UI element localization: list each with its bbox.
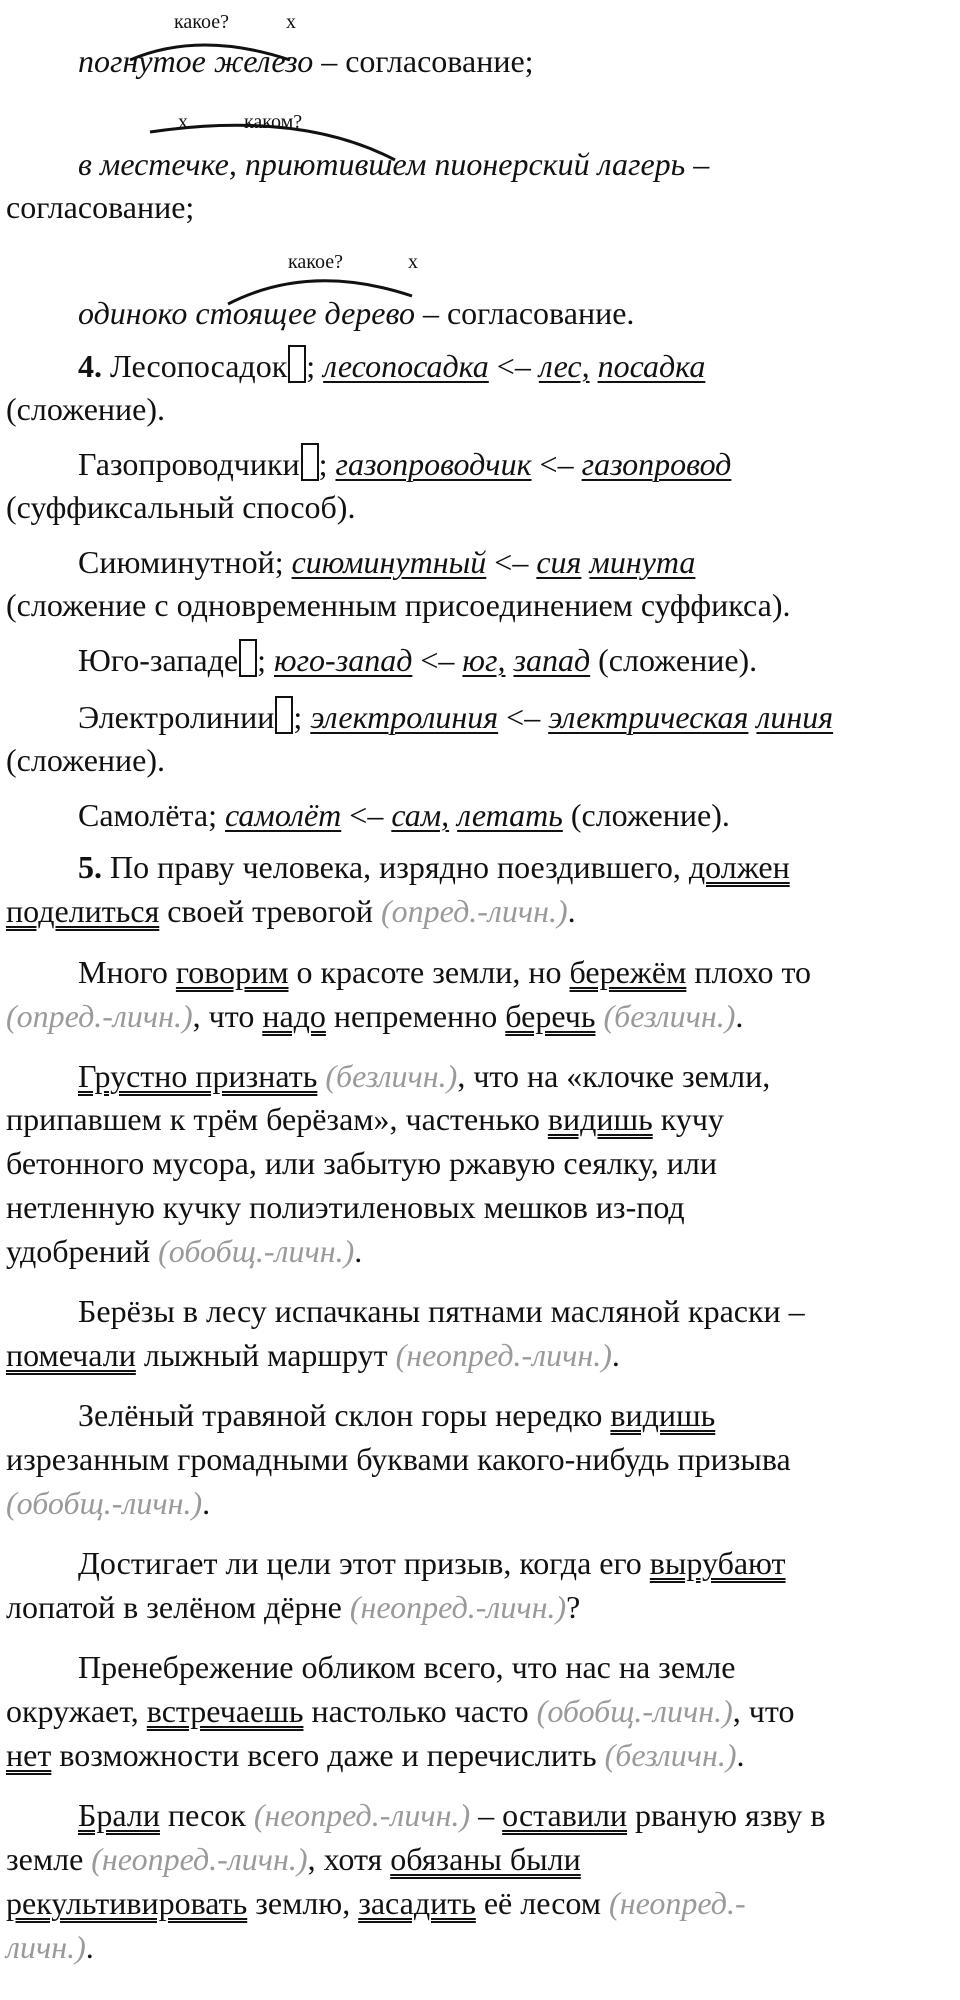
arrow: <– (531, 446, 582, 482)
ending-box (288, 345, 306, 383)
text: возможности всего даже и перечислить (51, 1737, 605, 1773)
text: плохо то (686, 954, 811, 990)
predicate: нет (6, 1737, 52, 1773)
text: земле (6, 1841, 92, 1877)
derivation-method: (суффиксальный способ). (6, 489, 356, 525)
phrase: одиноко стоящее дерево (78, 295, 415, 331)
text: . (567, 893, 576, 929)
sentence-line: Берёзы в лесу испачканы пятнами масляной краски – (78, 1293, 805, 1329)
word-analysis: Самолёта; самолёт <– сам, летать (сложение). (78, 797, 730, 833)
text: Зелёный травяной склон горы нередко (78, 1397, 611, 1433)
analyzed-word: Лесопосадок (110, 348, 288, 384)
analyzed-word: Газопроводчики (78, 446, 300, 482)
base-word: минута (589, 544, 696, 580)
predicate: рекультивировать (6, 1885, 248, 1921)
predicate: беречь (505, 998, 596, 1034)
sentence-line (78, 1394, 715, 1437)
sentence-line (6, 1734, 745, 1777)
base-word: электрическая (548, 699, 749, 735)
text: ? (566, 1589, 581, 1625)
predicate: Брали (78, 1797, 160, 1833)
sentence-type: (обобщ.-личн.) (536, 1693, 733, 1729)
word-analysis: Сиюминутной; сиюминутный <– сия минута (78, 544, 696, 580)
text: землю, (247, 1885, 359, 1921)
derivation-method: (сложение). (6, 391, 166, 427)
sentence-type: (обобщ.-личн.) (6, 1485, 203, 1521)
base-word: линия (756, 699, 834, 735)
predicate: видишь (547, 1101, 653, 1137)
sentence-line: изрезанным громадными буквами какого-нибудь призыва (6, 1441, 791, 1477)
base-word: газопровод (581, 446, 732, 482)
sentence-line (6, 1230, 362, 1273)
sentence-type: (безличн.) (325, 1058, 458, 1094)
word-analysis: Газопроводчики ; газопроводчик <– газопровод (78, 443, 731, 486)
text: . (735, 998, 744, 1034)
sentence-type: (безличн.) (604, 1737, 737, 1773)
relation-line: согласование; (6, 189, 195, 225)
predicate: надо (262, 998, 326, 1034)
text: лыжный маршрут (135, 1337, 396, 1373)
sentence-line: Пренебрежение обликом всего, что нас на земле (78, 1649, 736, 1685)
sentence-line (6, 1334, 620, 1377)
predicate: обязаны были (390, 1841, 581, 1877)
text: . (736, 1737, 745, 1773)
text: . (202, 1485, 211, 1521)
predicate: встречаешь (146, 1693, 304, 1729)
text: песок (159, 1797, 254, 1833)
text: , что на «клочке земли, (457, 1058, 771, 1094)
base-word: летать (457, 797, 563, 833)
base-word: запад (513, 642, 591, 678)
predicate: говорим (175, 954, 289, 990)
phrase-line (78, 40, 534, 83)
text: своей тревогой (159, 893, 382, 929)
phrase: погнутое железо (78, 43, 314, 79)
exercise-number: 4. (78, 348, 102, 384)
predicate: помечали (6, 1337, 136, 1373)
question-annotation: какое? (174, 11, 229, 33)
text: – (470, 1797, 503, 1833)
analyzed-word: Электролинии (78, 699, 275, 735)
word-analysis: Юго-западе ; юго-запад <– юг, запад (сложение). (78, 639, 757, 682)
dependent-mark: x (408, 251, 418, 273)
sentence-type: (неопред.-личн.) (395, 1337, 612, 1373)
sentence-line: нетленную кучку полиэтиленовых мешков из-под (6, 1189, 685, 1225)
initial-form: самолёт (225, 797, 342, 833)
sentence-line (6, 1838, 581, 1881)
text: . (85, 1929, 94, 1965)
text: . (611, 1337, 620, 1373)
predicate: Грустно признать (78, 1058, 318, 1094)
sentence-line (6, 1690, 794, 1733)
sentence-line (6, 1882, 746, 1925)
base-word: посадка (597, 348, 706, 384)
base-word: лес, (538, 348, 590, 384)
text: её лесом (475, 1885, 610, 1921)
sentence-line (78, 1542, 786, 1585)
sentence-type: личн.) (6, 1929, 86, 1965)
exercise-number: 5. (78, 849, 102, 885)
ending-box (239, 639, 257, 677)
phrase-line (78, 143, 709, 186)
dependent-mark: x (178, 111, 188, 133)
text: кучу (652, 1101, 724, 1137)
text: Достигает ли цели этот призыв, когда его (78, 1545, 650, 1581)
relation: – согласование. (414, 295, 635, 331)
sentence-line (78, 1055, 770, 1098)
word-analysis: 4. Лесопосадок ; лесопосадка <– лес, посадка (78, 345, 705, 388)
sentence-line (6, 1586, 580, 1629)
sentence-line (78, 1794, 825, 1837)
base-word: сия (536, 544, 582, 580)
text: , что (732, 1693, 795, 1729)
sentence-type: (опред.-личн.) (381, 893, 568, 929)
sentence-type: (обобщ.-личн.) (158, 1233, 355, 1269)
derivation-method: (сложение). (598, 642, 758, 678)
predicate: должен (688, 849, 790, 885)
ending-box (301, 443, 319, 481)
question-annotation: какое? (288, 251, 343, 273)
sentence-line (78, 846, 790, 889)
arrow: <– (498, 699, 549, 735)
text: припавшем к трём берёзам», частенько (6, 1101, 548, 1137)
derivation-method: (сложение). (6, 742, 166, 778)
text: лопатой в зелёном дёрне (6, 1589, 350, 1625)
sentence-type: (неопред.-личн.) (91, 1841, 308, 1877)
text: , хотя (307, 1841, 391, 1877)
sentence-line (6, 995, 743, 1038)
analyzed-word: Сиюминутной (78, 544, 275, 580)
base-word: сам, (391, 797, 450, 833)
phrase: в местечке, приютившем пионерский лагерь (78, 146, 686, 182)
sentence-type: (неопред.- (609, 1885, 746, 1921)
sentence-line (6, 1098, 724, 1141)
arrow: <– (341, 797, 392, 833)
question-annotation: каком? (244, 111, 303, 133)
text: рваную язву в (627, 1797, 826, 1833)
text: По праву человека, изрядно поездившего, (110, 849, 689, 885)
phrase-line (78, 292, 634, 335)
initial-form: лесопосадка (323, 348, 489, 384)
relation: – согласование; (313, 43, 534, 79)
word-analysis: Электролинии ; электролиния <– электрическая линия (78, 696, 833, 739)
sentence-type: (неопред.-личн.) (349, 1589, 567, 1625)
arrow: <– (488, 348, 539, 384)
initial-form: газопроводчик (335, 446, 532, 482)
text: . (354, 1233, 363, 1269)
sentence-line (6, 1926, 94, 1969)
sentence-line (6, 890, 576, 933)
initial-form: электролиния (310, 699, 499, 735)
text: настолько часто (303, 1693, 537, 1729)
derivation-method: (сложение с одновременным присоединением суффикса). (6, 587, 791, 623)
predicate: вырубают (649, 1545, 786, 1581)
text: удобрений (6, 1233, 159, 1269)
text: непременно (325, 998, 506, 1034)
predicate: бережём (569, 954, 687, 990)
initial-form: юго-запад (274, 642, 413, 678)
predicate: оставили (502, 1797, 628, 1833)
text: о красоте земли, но (288, 954, 570, 990)
relation: – (685, 146, 710, 182)
text: окружает, (6, 1693, 147, 1729)
text: Много (78, 954, 176, 990)
sentence-line (6, 1482, 210, 1525)
analyzed-word: Самолёта (78, 797, 209, 833)
predicate: поделиться (6, 893, 160, 929)
analyzed-word: Юго-западе (78, 642, 239, 678)
arrow: <– (412, 642, 463, 678)
predicate: засадить (358, 1885, 476, 1921)
sentence-type: (безличн.) (603, 998, 736, 1034)
text: , что (192, 998, 263, 1034)
sentence-line: бетонного мусора, или забытую ржавую сеялку, или (6, 1145, 717, 1181)
dependent-mark: x (286, 11, 296, 33)
base-word: юг, (462, 642, 506, 678)
sentence-line (78, 951, 811, 994)
arrow: <– (486, 544, 537, 580)
derivation-method: (сложение). (570, 797, 730, 833)
initial-form: сиюминутный (291, 544, 487, 580)
ending-box (275, 696, 293, 734)
sentence-type: (неопред.-личн.) (253, 1797, 471, 1833)
sentence-type: (опред.-личн.) (6, 998, 193, 1034)
predicate: видишь (610, 1397, 716, 1433)
